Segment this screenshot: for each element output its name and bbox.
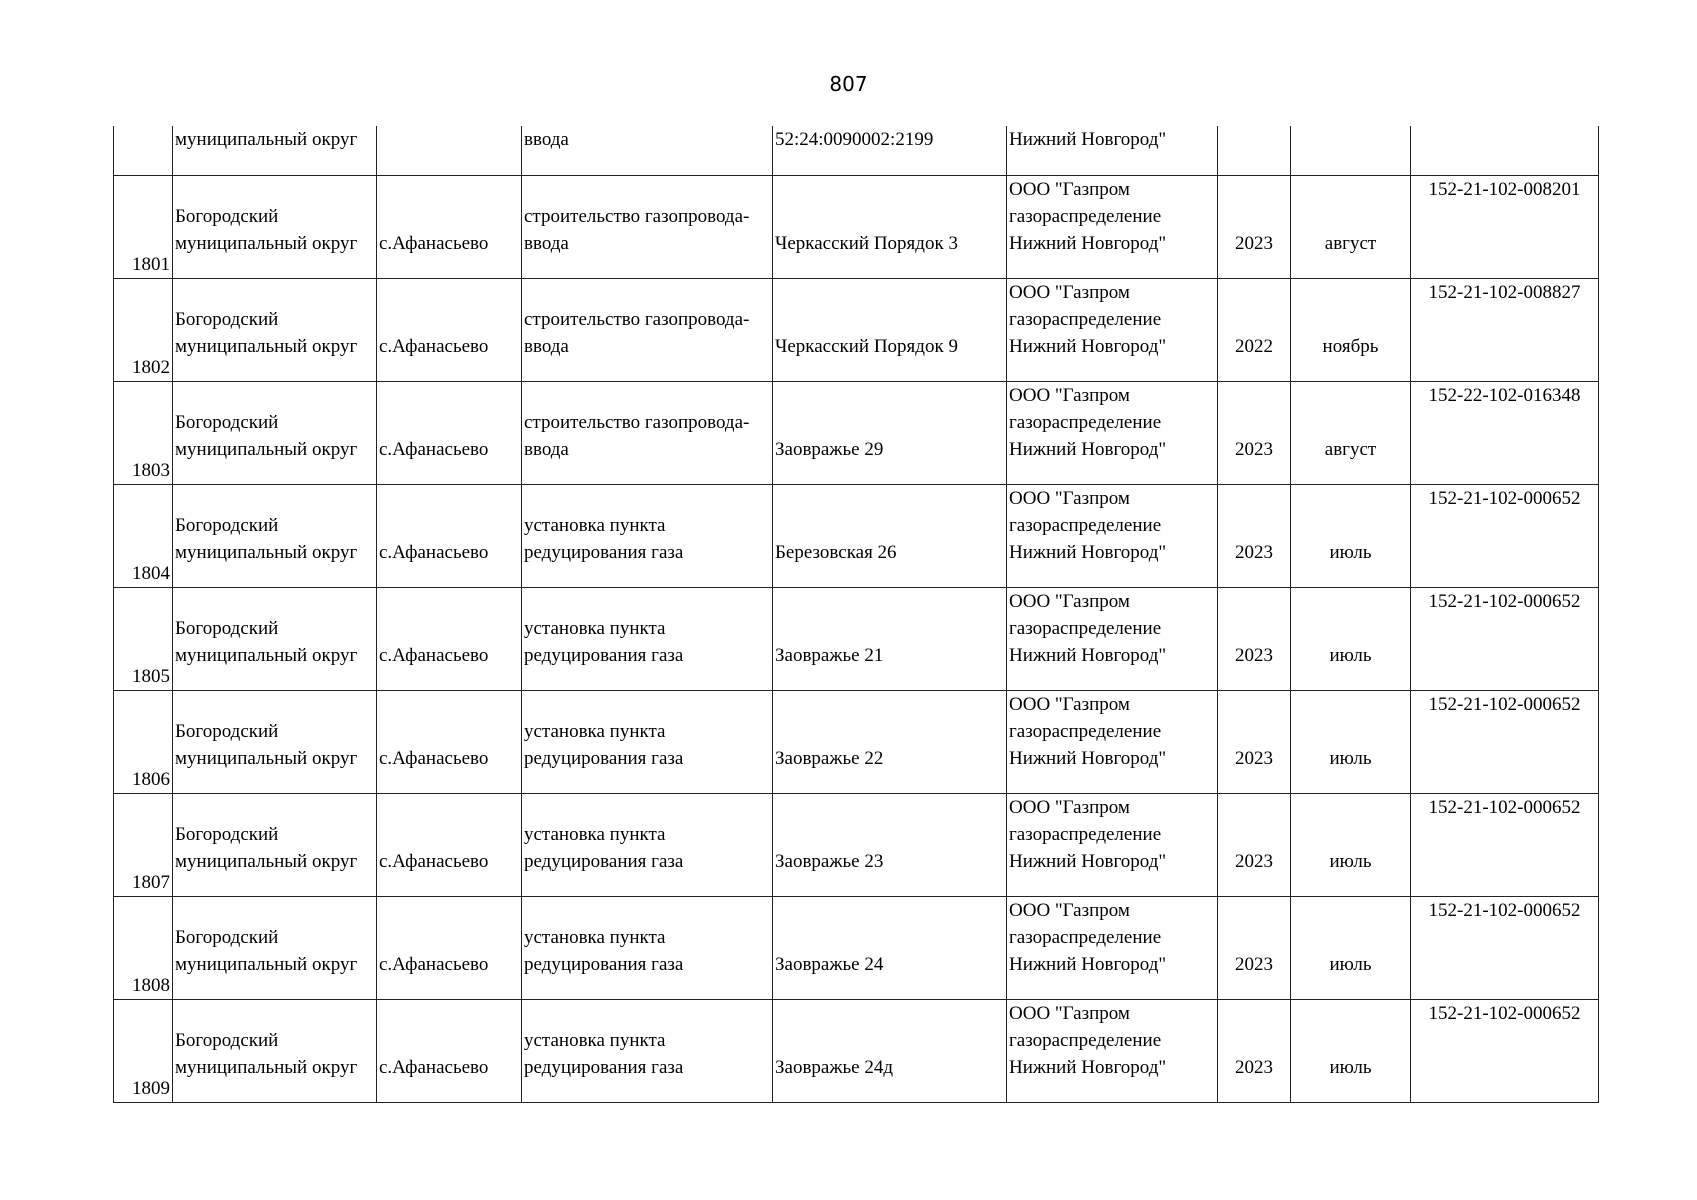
address-cell	[773, 278, 1007, 381]
table-row	[114, 999, 1599, 1102]
year-cell	[1218, 793, 1291, 896]
district-cell	[173, 690, 377, 793]
address-cell-text: Березовская 26	[775, 541, 897, 563]
row-number-text: 1805	[132, 665, 170, 687]
year-cell-text: 2022	[1235, 335, 1273, 357]
row-number	[114, 126, 173, 175]
row-number-text: 1802	[132, 356, 170, 378]
settlement-cell-text: с.Афанасьево	[379, 953, 489, 975]
code-cell-text: 152-21-102-000652	[1428, 1002, 1581, 1024]
settlement-cell	[377, 896, 522, 999]
district-cell-text: Богородский муниципальный округ	[175, 205, 358, 254]
code-cell-text: 152-21-102-000652	[1428, 487, 1581, 509]
year-cell	[1218, 587, 1291, 690]
work-type-cell	[522, 793, 773, 896]
month-cell-text: июль	[1329, 644, 1372, 666]
year-cell-text: 2023	[1235, 1056, 1273, 1078]
month-cell-text: июль	[1329, 747, 1372, 769]
code-cell	[1411, 587, 1599, 690]
contractor-cell	[1007, 278, 1218, 381]
row-number-text: 1809	[132, 1077, 170, 1099]
settlement-cell	[377, 175, 522, 278]
code-cell-text: 152-21-102-000652	[1428, 899, 1581, 921]
code-cell-text: 152-21-102-008827	[1428, 281, 1581, 303]
contractor-cell-text: ООО "Газпром газораспределение Нижний Новгород"	[1009, 487, 1167, 563]
contractor-cell	[1007, 484, 1218, 587]
work-type-cell	[522, 587, 773, 690]
table-row	[114, 896, 1599, 999]
code-cell	[1411, 484, 1599, 587]
address-cell-text: Заовражье 22	[775, 747, 884, 769]
address-cell	[773, 690, 1007, 793]
contractor-cell	[1007, 381, 1218, 484]
year-cell-text: 2023	[1235, 232, 1273, 254]
work-type-cell-text: строительство газопровода- ввода	[524, 308, 750, 357]
district-cell-text: Богородский муниципальный округ	[175, 823, 358, 872]
work-type-cell	[522, 381, 773, 484]
month-cell	[1291, 278, 1411, 381]
settlement-cell-text: с.Афанасьево	[379, 541, 489, 563]
row-number	[114, 587, 173, 690]
district-cell	[173, 793, 377, 896]
address-cell	[773, 484, 1007, 587]
work-type-cell-text: установка пункта редуцирования газа	[524, 823, 684, 872]
year-cell	[1218, 381, 1291, 484]
district-cell-text: Богородский муниципальный округ	[175, 308, 358, 357]
month-cell-text: июль	[1329, 1056, 1372, 1078]
month-cell	[1291, 793, 1411, 896]
year-cell-text: 2023	[1235, 953, 1273, 975]
contractor-cell	[1007, 587, 1218, 690]
address-cell	[773, 175, 1007, 278]
work-type-cell-text: строительство газопровода- ввода	[524, 205, 750, 254]
work-type-cell-text: установка пункта редуцирования газа	[524, 926, 684, 975]
work-type-cell-text: установка пункта редуцирования газа	[524, 720, 684, 769]
address-cell-text: Черкасский Порядок 3	[775, 232, 958, 254]
settlement-cell	[377, 999, 522, 1102]
contractor-cell-text: ООО "Газпром газораспределение Нижний Новгород"	[1009, 1002, 1167, 1078]
row-number-text: 1801	[132, 253, 170, 275]
row-number-text: 1806	[132, 768, 170, 790]
code-cell-text: 152-21-102-000652	[1428, 796, 1581, 818]
code-cell	[1411, 381, 1599, 484]
code-cell-text: 152-21-102-000652	[1428, 590, 1581, 612]
year-cell	[1218, 175, 1291, 278]
month-cell	[1291, 175, 1411, 278]
district-cell	[173, 278, 377, 381]
address-cell-text: Заовражье 24д	[775, 1056, 893, 1078]
district-cell	[173, 896, 377, 999]
year-cell	[1218, 484, 1291, 587]
address-cell	[773, 381, 1007, 484]
address-cell-text: Заовражье 29	[775, 438, 884, 460]
settlement-cell-text: с.Афанасьево	[379, 747, 489, 769]
row-number	[114, 484, 173, 587]
month-cell	[1291, 126, 1411, 175]
settlement-cell	[377, 587, 522, 690]
row-number	[114, 690, 173, 793]
month-cell-text: июль	[1329, 541, 1372, 563]
contractor-cell-text: ООО "Газпром газораспределение Нижний Новгород"	[1009, 384, 1167, 460]
district-cell	[173, 381, 377, 484]
address-cell	[773, 587, 1007, 690]
address-cell-text: Заовражье 24	[775, 953, 884, 975]
district-cell-text: Богородский муниципальный округ	[175, 720, 358, 769]
address-cell-text: Заовражье 23	[775, 850, 884, 872]
work-type-cell	[522, 175, 773, 278]
code-cell	[1411, 690, 1599, 793]
table-row	[114, 793, 1599, 896]
code-cell-text: 152-22-102-016348	[1428, 384, 1581, 406]
settlement-cell-text: с.Афанасьево	[379, 438, 489, 460]
contractor-cell-text: ООО "Газпром газораспределение Нижний Новгород"	[1009, 693, 1167, 769]
work-type-cell: ввода	[522, 126, 773, 175]
work-type-cell-text: установка пункта редуцирования газа	[524, 514, 684, 563]
contractor-cell-text: ООО "Газпром газораспределение Нижний Новгород"	[1009, 899, 1167, 975]
settlement-cell	[377, 278, 522, 381]
code-cell	[1411, 896, 1599, 999]
row-number	[114, 381, 173, 484]
year-cell	[1218, 278, 1291, 381]
row-number	[114, 999, 173, 1102]
district-cell	[173, 587, 377, 690]
month-cell-text: июль	[1329, 953, 1372, 975]
table-row	[114, 587, 1599, 690]
work-type-cell-text: установка пункта редуцирования газа	[524, 617, 684, 666]
settlement-cell	[377, 126, 522, 175]
row-number-text: 1804	[132, 562, 170, 584]
settlement-cell	[377, 690, 522, 793]
contractor-cell-text: ООО "Газпром газораспределение Нижний Новгород"	[1009, 178, 1167, 254]
year-cell	[1218, 126, 1291, 175]
table-row	[114, 278, 1599, 381]
work-type-cell	[522, 690, 773, 793]
settlement-cell-text: с.Афанасьево	[379, 335, 489, 357]
contractor-cell	[1007, 999, 1218, 1102]
district-cell-text: Богородский муниципальный округ	[175, 617, 358, 666]
settlement-cell	[377, 381, 522, 484]
code-cell	[1411, 175, 1599, 278]
code-cell	[1411, 999, 1599, 1102]
work-type-cell	[522, 278, 773, 381]
district-cell: муниципальный округ	[173, 126, 377, 175]
month-cell-text: июль	[1329, 850, 1372, 872]
work-type-cell	[522, 896, 773, 999]
work-type-cell-text: установка пункта редуцирования газа	[524, 1029, 684, 1078]
row-number-text: 1807	[132, 871, 170, 893]
settlement-cell-text: с.Афанасьево	[379, 850, 489, 872]
code-cell	[1411, 793, 1599, 896]
contractor-cell-text: ООО "Газпром газораспределение Нижний Новгород"	[1009, 281, 1167, 357]
month-cell-text: август	[1324, 438, 1377, 460]
year-cell	[1218, 690, 1291, 793]
work-type-cell	[522, 484, 773, 587]
month-cell	[1291, 896, 1411, 999]
settlement-cell-text: с.Афанасьево	[379, 644, 489, 666]
year-cell-text: 2023	[1235, 850, 1273, 872]
code-cell-text: 152-21-102-000652	[1428, 693, 1581, 715]
contractor-cell	[1007, 175, 1218, 278]
table-row	[114, 484, 1599, 587]
contractor-cell	[1007, 690, 1218, 793]
contractor-cell	[1007, 793, 1218, 896]
contractor-cell-text: ООО "Газпром газораспределение Нижний Новгород"	[1009, 796, 1167, 872]
row-number-text: 1803	[132, 459, 170, 481]
year-cell	[1218, 999, 1291, 1102]
month-cell-text: ноябрь	[1322, 335, 1379, 357]
settlement-cell	[377, 484, 522, 587]
month-cell	[1291, 999, 1411, 1102]
district-cell	[173, 175, 377, 278]
year-cell-text: 2023	[1235, 747, 1273, 769]
table-row	[114, 175, 1599, 278]
table-row	[114, 381, 1599, 484]
address-cell: 52:24:0090002:2199	[773, 126, 1007, 175]
settlement-cell-text: с.Афанасьево	[379, 232, 489, 254]
data-table	[113, 126, 1599, 1103]
settlement-cell-text: с.Афанасьево	[379, 1056, 489, 1078]
settlement-cell	[377, 793, 522, 896]
year-cell-text: 2023	[1235, 438, 1273, 460]
year-cell-text: 2023	[1235, 644, 1273, 666]
row-number	[114, 896, 173, 999]
address-cell	[773, 896, 1007, 999]
district-cell-text: Богородский муниципальный округ	[175, 926, 358, 975]
district-cell-text: Богородский муниципальный округ	[175, 1029, 358, 1078]
continuation-row	[114, 126, 1599, 175]
address-cell	[773, 999, 1007, 1102]
work-type-cell	[522, 999, 773, 1102]
month-cell	[1291, 587, 1411, 690]
contractor-cell: Нижний Новгород"	[1007, 126, 1218, 175]
year-cell	[1218, 896, 1291, 999]
code-cell-text: 152-21-102-008201	[1428, 178, 1581, 200]
month-cell	[1291, 690, 1411, 793]
address-cell-text: Заовражье 21	[775, 644, 884, 666]
month-cell	[1291, 381, 1411, 484]
code-cell	[1411, 278, 1599, 381]
row-number	[114, 278, 173, 381]
table-row	[114, 690, 1599, 793]
district-cell	[173, 999, 377, 1102]
row-number	[114, 793, 173, 896]
district-cell-text: Богородский муниципальный округ	[175, 514, 358, 563]
address-cell-text: Черкасский Порядок 9	[775, 335, 958, 357]
address-cell	[773, 793, 1007, 896]
page-number: 807	[829, 72, 868, 96]
row-number-text: 1808	[132, 974, 170, 996]
contractor-cell-text: ООО "Газпром газораспределение Нижний Новгород"	[1009, 590, 1167, 666]
district-cell	[173, 484, 377, 587]
year-cell-text: 2023	[1235, 541, 1273, 563]
work-type-cell-text: строительство газопровода- ввода	[524, 411, 750, 460]
month-cell-text: август	[1324, 232, 1377, 254]
row-number	[114, 175, 173, 278]
contractor-cell	[1007, 896, 1218, 999]
month-cell	[1291, 484, 1411, 587]
code-cell	[1411, 126, 1599, 175]
district-cell-text: Богородский муниципальный округ	[175, 411, 358, 460]
